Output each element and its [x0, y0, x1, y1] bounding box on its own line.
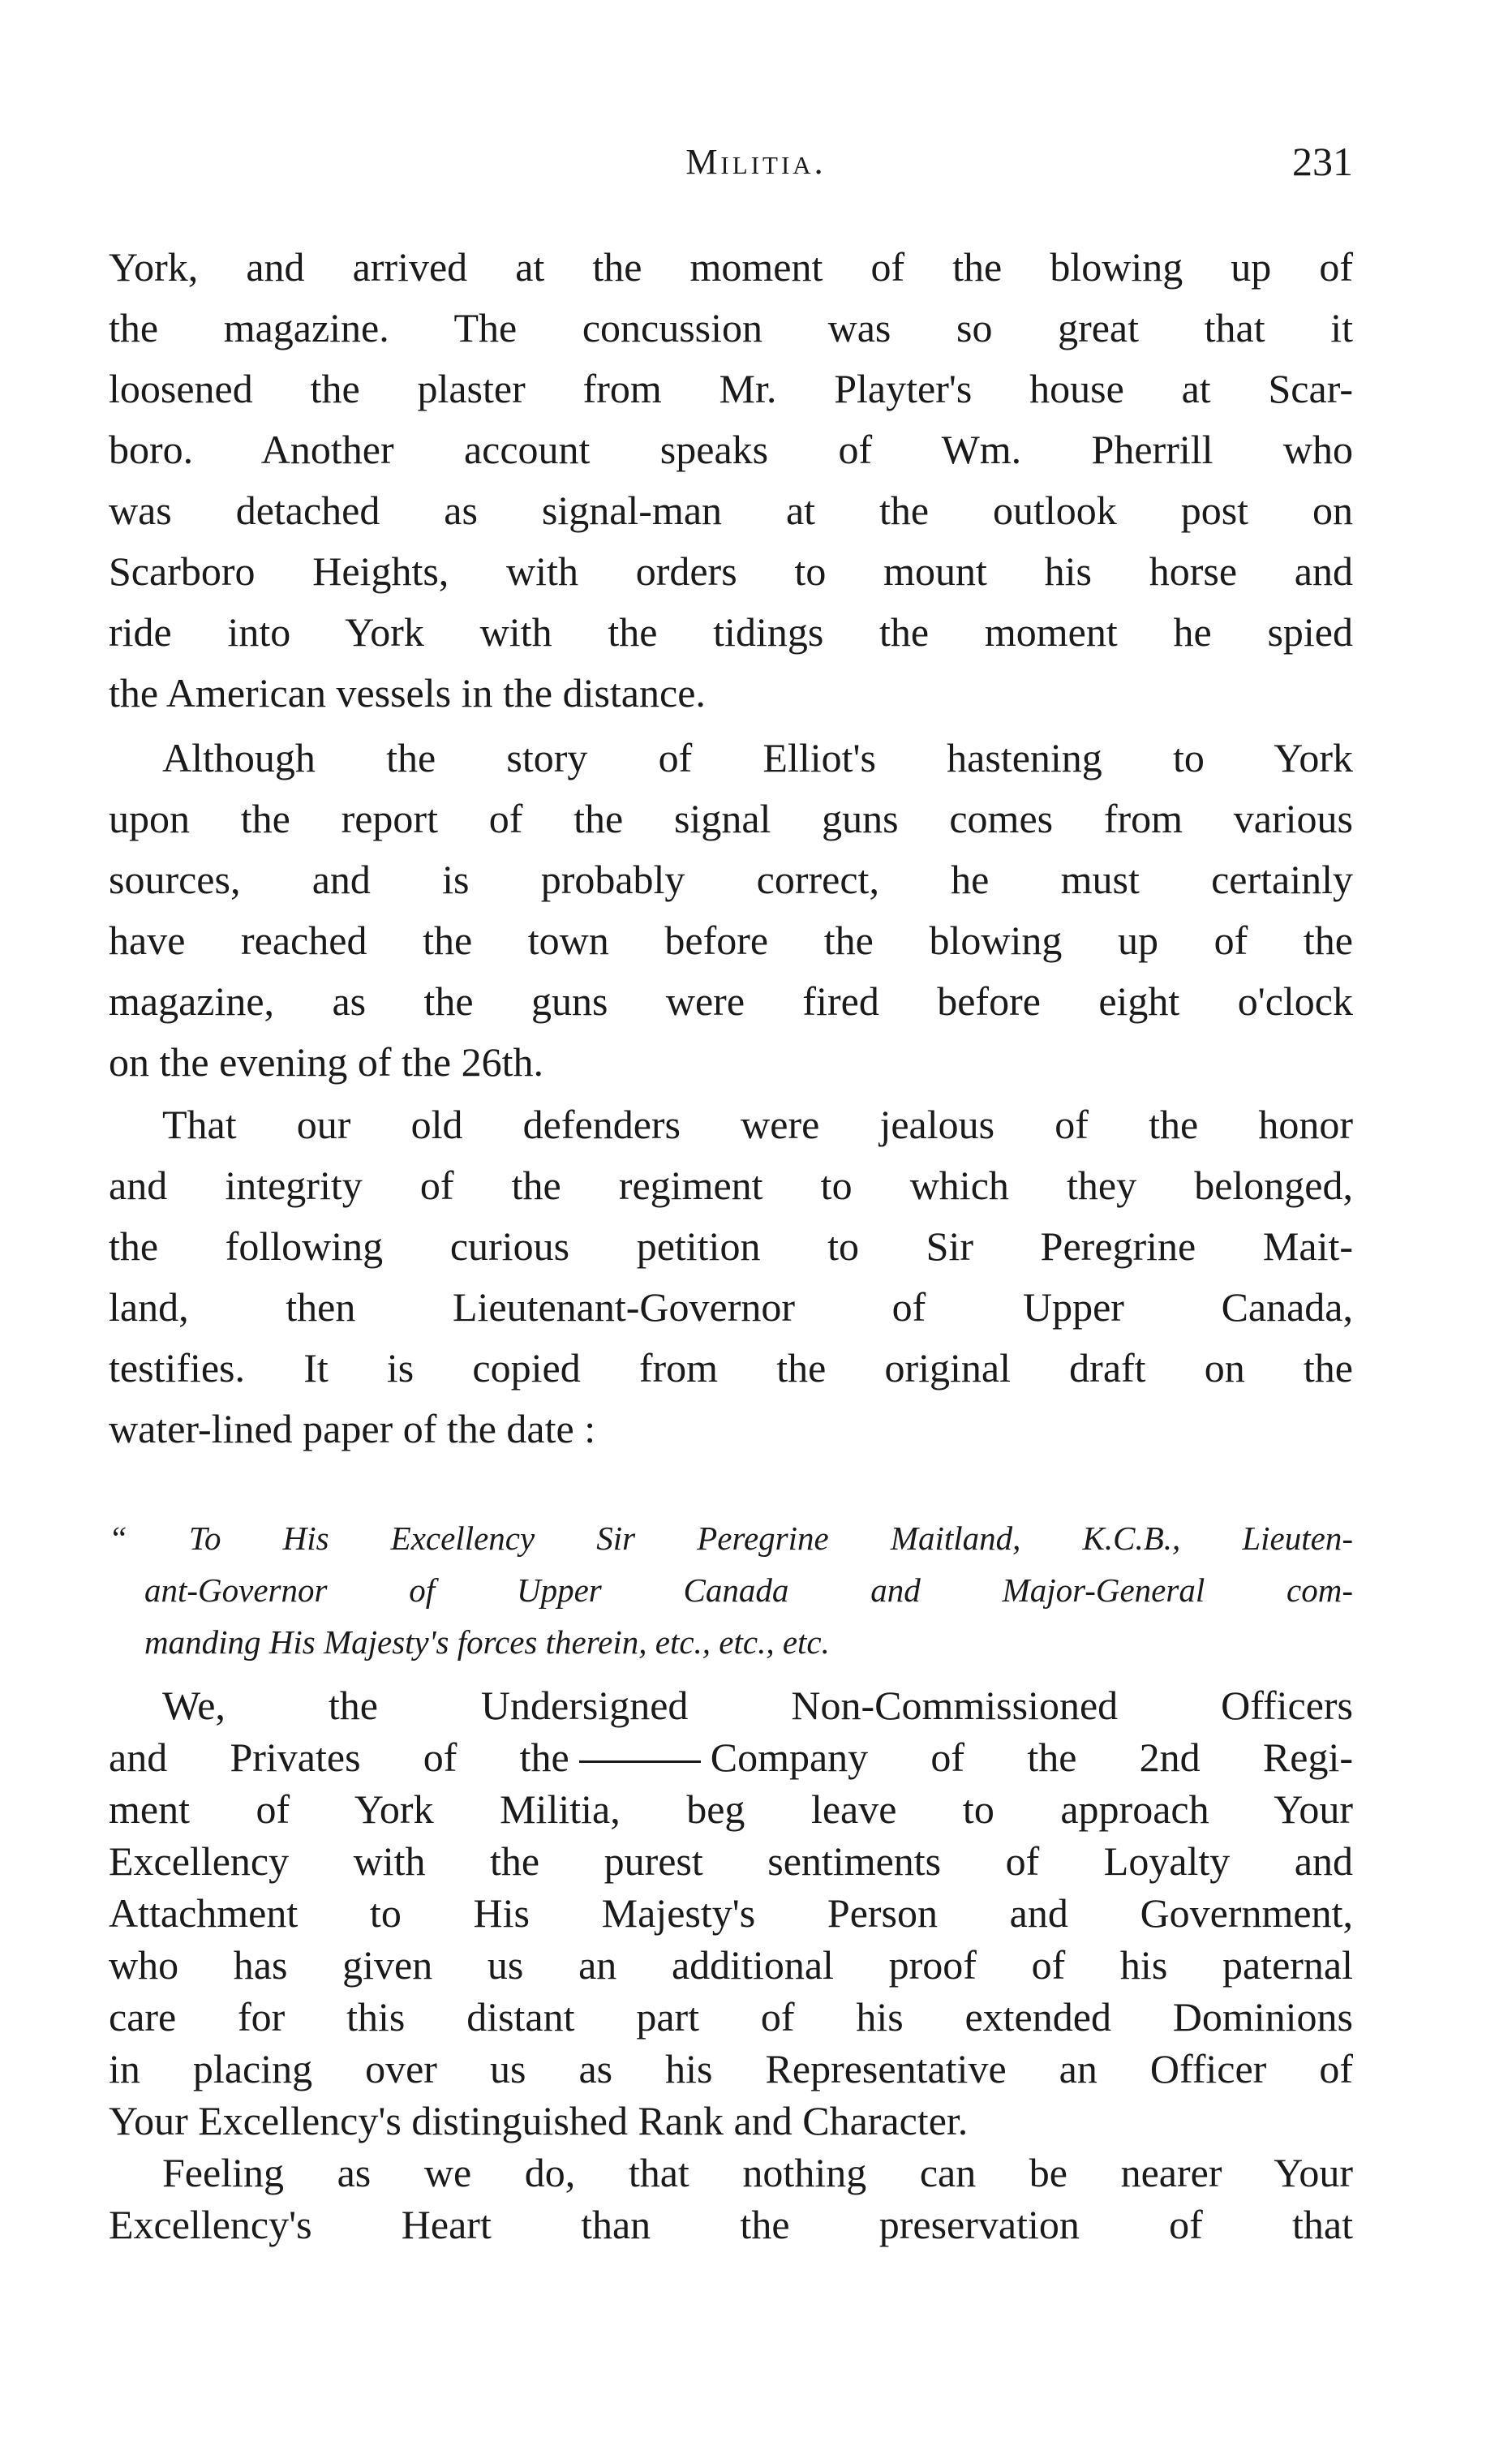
text-line: ride into York with the tidings the moment he spied [109, 609, 1353, 655]
text-line: manding His Majesty's forces therein, etc., etc., etc. [144, 1623, 830, 1661]
text-line: the magazine. The concussion was so great that it [109, 305, 1353, 350]
text-line: magazine, as the guns were fired before eight o'clock [109, 978, 1353, 1024]
text-line: land, then Lieutenant-Governor of Upper Canada, [109, 1284, 1353, 1330]
text-fragment: and Privates of the [109, 1735, 569, 1780]
page-number: 231 [1292, 139, 1353, 184]
blank-dash [579, 1760, 701, 1763]
text-line: sources, and is probably correct, he must certainly [109, 857, 1353, 902]
running-title: Militia. [685, 142, 827, 182]
text-line: That our old defenders were jealous of the honor [162, 1102, 1353, 1147]
text-line: upon the report of the signal guns comes from various [109, 796, 1353, 841]
paragraph-3 [109, 1094, 1353, 1459]
paragraph-1 [109, 237, 1353, 724]
text-line: in placing over us as his Representative an Officer of [109, 2046, 1353, 2091]
text-line: on the evening of the 26th. [109, 1039, 543, 1085]
text-line: testifies. It is copied from the original draft on the [109, 1345, 1353, 1391]
text-line: “ To His Excellency Sir Peregrine Maitland, K.C.B., Lieuten- [109, 1520, 1353, 1557]
text-line: ment of York Militia, beg leave to approach Your [109, 1786, 1353, 1832]
petition-address [109, 1512, 1353, 1668]
text-line: the American vessels in the distance. [109, 670, 706, 716]
text-line: Although the story of Elliot's hastening to York [162, 735, 1353, 780]
text-line: the following curious petition to Sir Peregrine Mait- [109, 1223, 1353, 1269]
text-line: care for this distant part of his extended Dominions [109, 1994, 1353, 2040]
text-line: Your Excellency's distinguished Rank and Character. [109, 2098, 969, 2143]
text-line: Excellency's Heart than the preservation of that [109, 2202, 1353, 2247]
text-line: was detached as signal-man at the outlook post on [109, 488, 1353, 533]
text-line: loosened the plaster from Mr. Playter's house at Scar- [109, 366, 1353, 411]
text-line: York, and arrived at the moment of the blowing up of [109, 244, 1353, 290]
text-line: and integrity of the regiment to which they belonged, [109, 1163, 1353, 1208]
text-line: have reached the town before the blowing up of the [109, 918, 1353, 963]
text-line: boro. Another account speaks of Wm. Pherrill who [109, 427, 1353, 472]
text-line: Attachment to His Majesty's Person and Government, [109, 1890, 1353, 1936]
text-line: ant-Governor of Upper Canada and Major-General com- [144, 1571, 1353, 1609]
petition-text [109, 1679, 1353, 2250]
text-line: Scarboro Heights, with orders to mount his horse and [109, 548, 1353, 594]
text-fragment: Company of the 2nd Regi- [710, 1735, 1353, 1780]
text-line: Excellency with the purest sentiments of Loyalty and [109, 1838, 1353, 1884]
text-line: Feeling as we do, that nothing can be nearer Your [162, 2150, 1353, 2195]
text-line-with-blank [109, 1731, 1353, 1783]
running-head [0, 138, 1512, 195]
text-line: water-lined paper of the date : [109, 1406, 596, 1451]
paragraph-2 [109, 728, 1353, 1093]
text-line: who has given us an additional proof of his paternal [109, 1942, 1353, 1988]
text-line: We, the Undersigned Non-Commissioned Officers [162, 1683, 1353, 1728]
